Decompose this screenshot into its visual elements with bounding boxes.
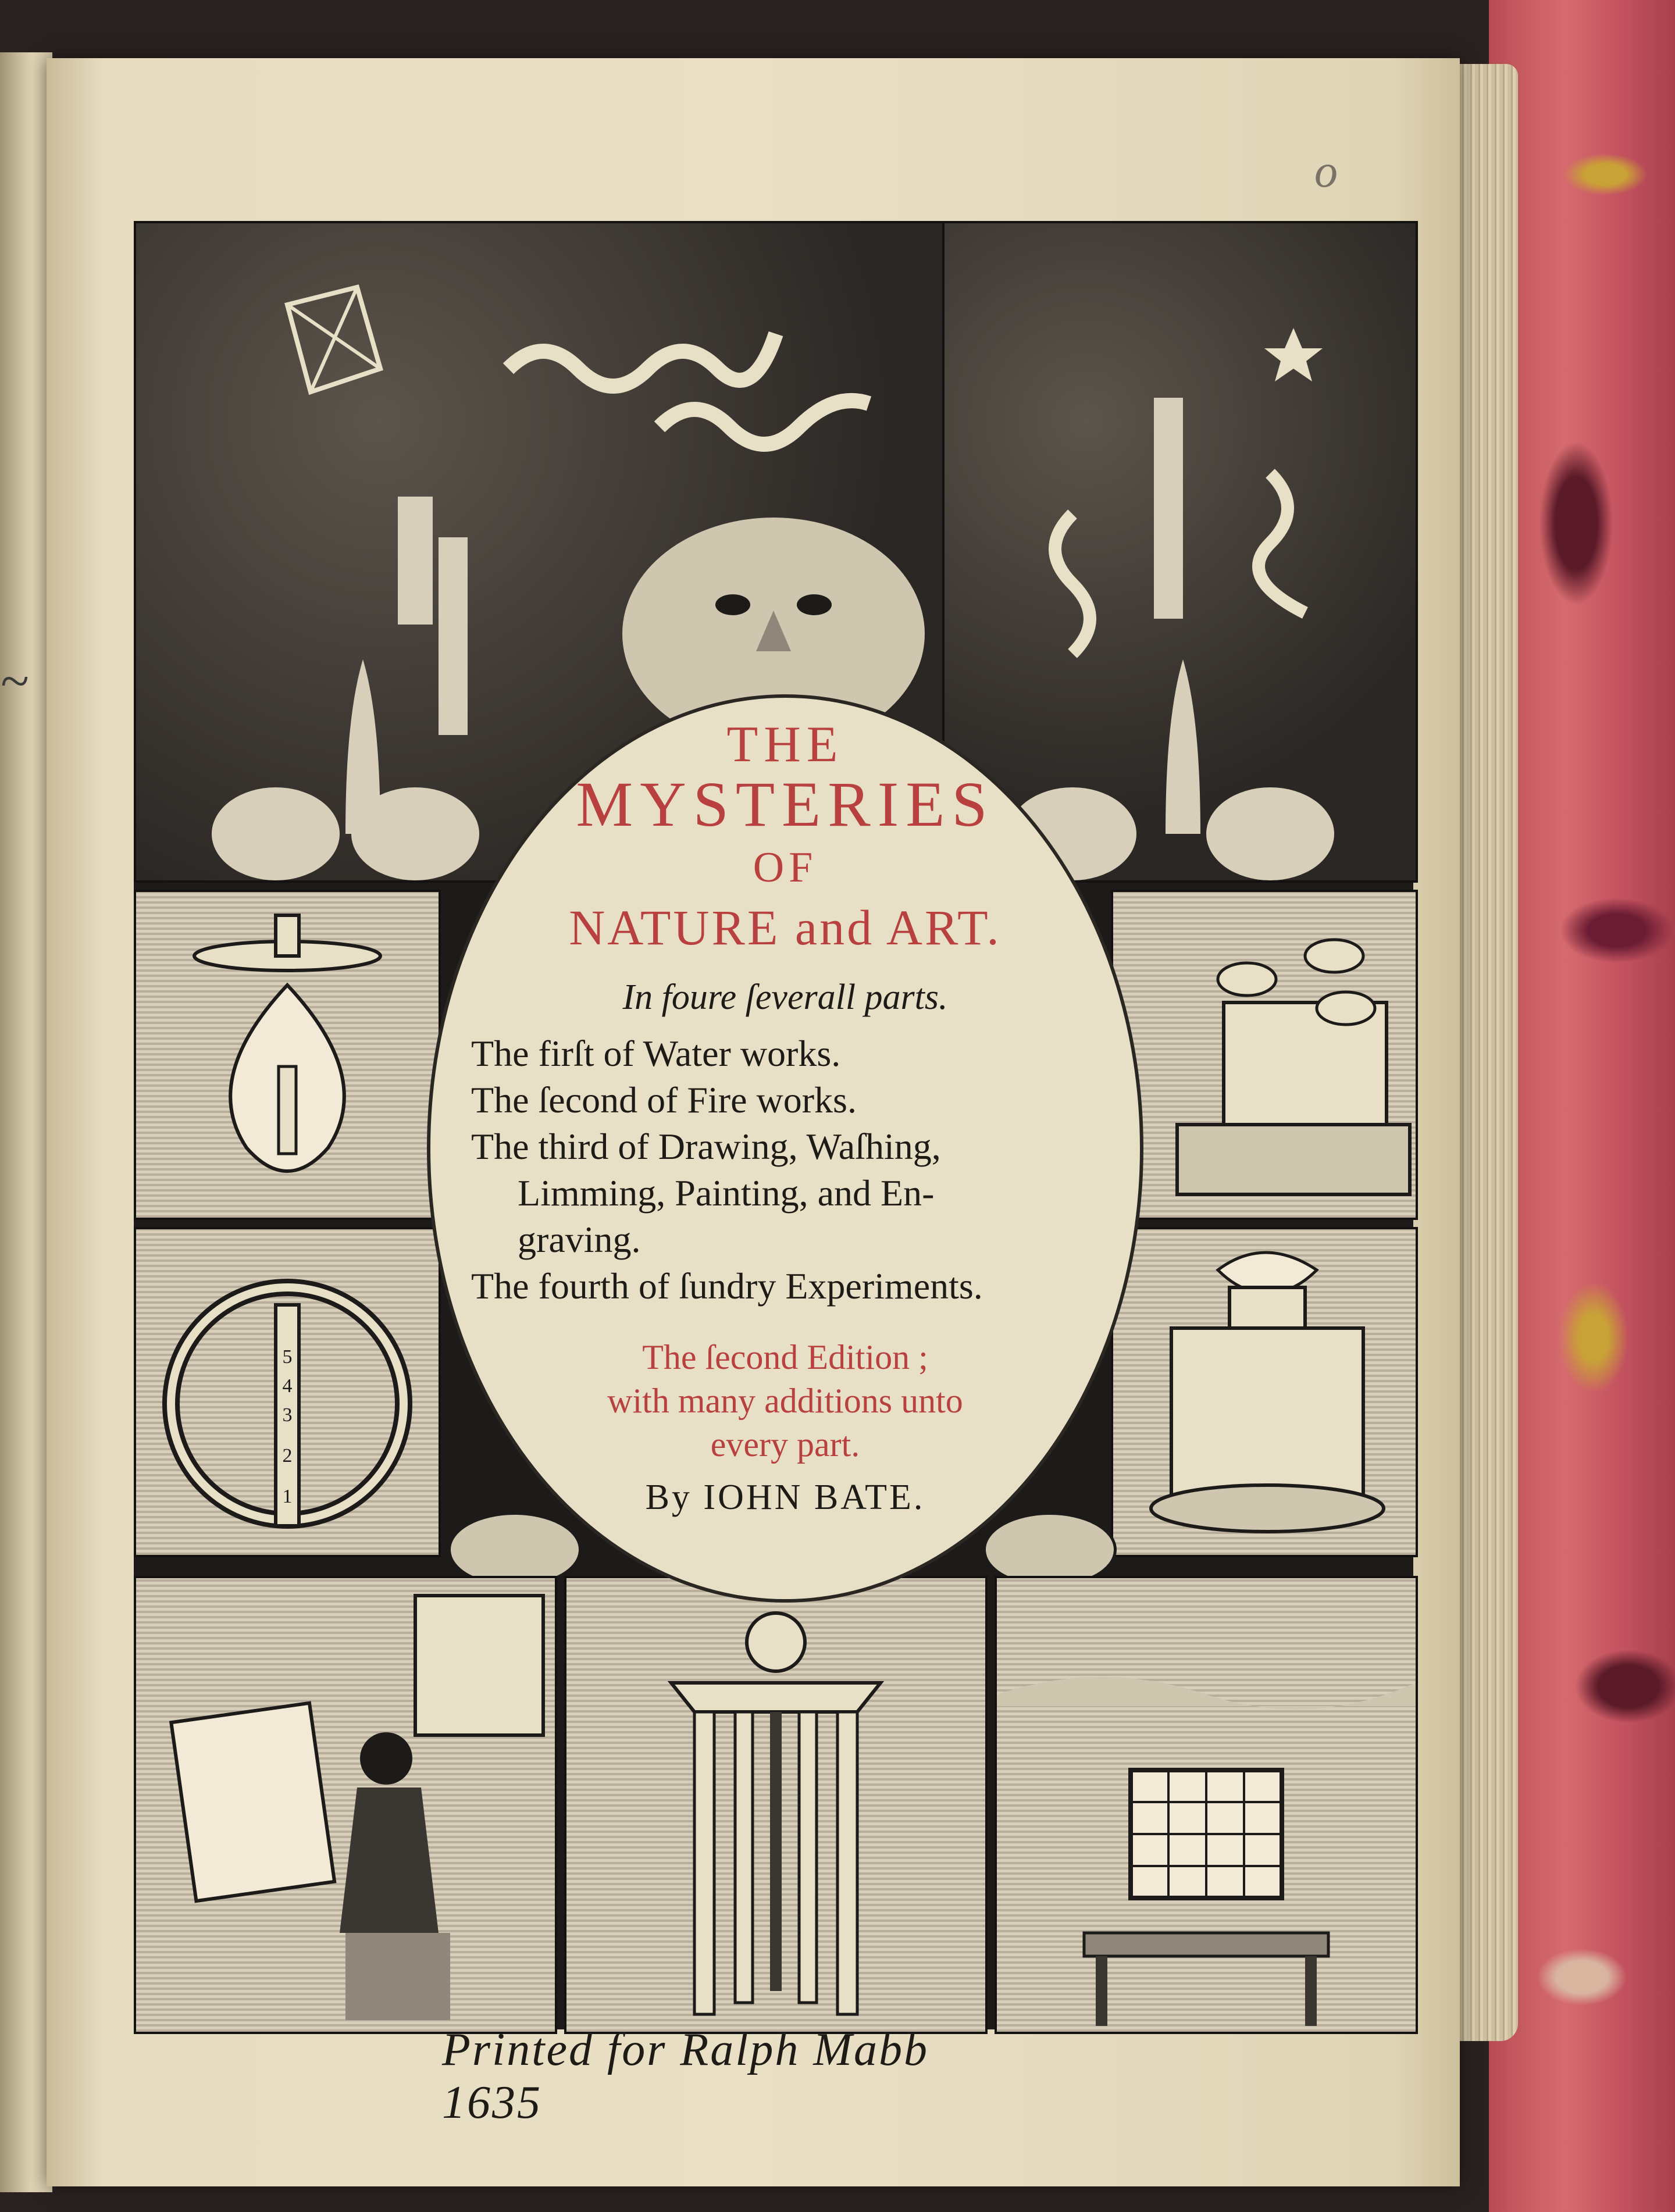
water-birds-illustration [1113,892,1416,1218]
subtitle: In foure ſeverall parts. [622,977,948,1017]
edition-line-3: every part. [710,1425,860,1464]
part-line-2: The ſecond of Fire works. [471,1079,857,1121]
painter-at-easel-illustration [136,1578,555,2032]
ring-thermometer-illustration [136,1229,439,1555]
lamp-illustration [136,892,439,1218]
title-the: THE [726,716,844,773]
left-page-edge [0,52,52,2192]
table-with-globe-illustration [566,1578,985,2032]
fire-vessel-panel [1111,1227,1418,1557]
title-of: OF [753,844,818,891]
lion-face [611,494,936,727]
fire-vessel-illustration [1113,1229,1416,1555]
thermometer-ring-panel [134,1227,441,1557]
painter-panel [134,1576,557,2034]
title-nature-and-art: NATURE and ART. [569,900,1002,955]
svg-text:1: 1 [282,1486,293,1507]
svg-text:2: 2 [282,1445,293,1467]
table-columns-panel [564,1576,988,2034]
part-line-6: The fourth of ſundry Experiments. [471,1265,983,1307]
singing-birds-panel [1111,890,1418,1220]
part-line-3: The third of Drawing, Waſhing, [471,1126,941,1167]
lamp-panel [134,890,441,1220]
left-margin-scrawl: ~ [0,652,28,710]
title-mysteries: MYSTERIES [576,769,995,840]
svg-text:4: 4 [282,1375,293,1397]
drawing-frame-landscape-illustration [997,1578,1416,2032]
svg-text:5: 5 [282,1346,293,1368]
author-line: By IOHN BATE. [645,1478,925,1517]
edition-line-2: with many additions unto [607,1382,963,1420]
imprint-line: Printed for Ralph Mabb 1635 [442,2024,929,2128]
edition-line-1: The ſecond Edition ; [642,1338,928,1376]
pencil-mark: o [1314,146,1338,197]
svg-text:3: 3 [282,1404,293,1426]
part-line-5: graving. [518,1219,641,1260]
part-line-1: The firſt of Water works. [471,1033,841,1074]
perspective-grid-panel [995,1576,1418,2034]
part-line-4: Limming, Painting, and En- [518,1172,935,1214]
